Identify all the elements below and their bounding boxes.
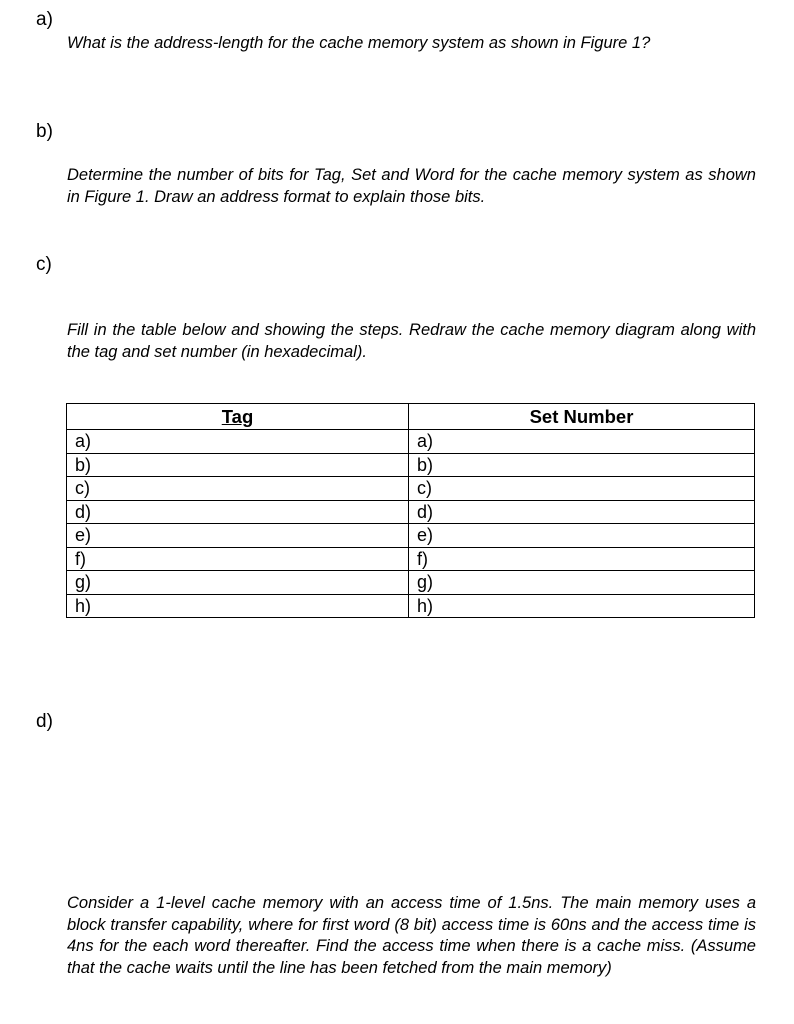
table-row	[67, 571, 755, 595]
table-row	[67, 547, 755, 571]
answer-table	[66, 403, 755, 618]
tag-column-header: Tag	[67, 404, 409, 430]
table-header-row	[67, 404, 755, 430]
set-number-cell[interactable]: b)	[409, 453, 755, 477]
set-number-cell[interactable]: f)	[409, 547, 755, 571]
section-b-question: Determine the number of bits for Tag, Set and Word for the cache memory system as shown in Figure 1. Draw an address format to explain those bits.	[67, 166, 756, 206]
set-number-cell[interactable]: a)	[409, 430, 755, 454]
table-row	[67, 500, 755, 524]
table-row	[67, 594, 755, 618]
tag-cell[interactable]: g)	[67, 571, 409, 595]
tag-cell[interactable]: b)	[67, 453, 409, 477]
set-number-cell[interactable]: h)	[409, 594, 755, 618]
tag-cell[interactable]: c)	[67, 477, 409, 501]
set-number-column-header: Set Number	[409, 404, 755, 430]
set-number-cell[interactable]: c)	[409, 477, 755, 501]
tag-cell[interactable]: a)	[67, 430, 409, 454]
section-b-label: b)	[36, 121, 53, 142]
section-c-question: Fill in the table below and showing the steps. Redraw the cache memory diagram along with the tag and set number (in hexadecimal).	[67, 321, 756, 361]
table-row	[67, 477, 755, 501]
section-c-label: c)	[36, 254, 52, 275]
section-d-label: d)	[36, 711, 53, 732]
section-a-label: a)	[36, 9, 53, 30]
set-number-cell[interactable]: e)	[409, 524, 755, 548]
tag-cell[interactable]: e)	[67, 524, 409, 548]
tag-cell[interactable]: h)	[67, 594, 409, 618]
table-row	[67, 453, 755, 477]
table-row	[67, 524, 755, 548]
tag-cell[interactable]: d)	[67, 500, 409, 524]
section-d-question: Consider a 1-level cache memory with an access time of 1.5ns. The main memory uses a block transfer capability, where for first word (8 bit) access time is 60ns and the access time is 4ns for the each word thereafter. Find the access time when there is a cache miss. (Assume that the cache waits until the line has been fetched from the main memory)	[67, 894, 756, 977]
section-a-question: What is the address-length for the cache memory system as shown in Figure 1?	[67, 34, 651, 52]
tag-cell[interactable]: f)	[67, 547, 409, 571]
set-number-cell[interactable]: g)	[409, 571, 755, 595]
table-row	[67, 430, 755, 454]
set-number-cell[interactable]: d)	[409, 500, 755, 524]
